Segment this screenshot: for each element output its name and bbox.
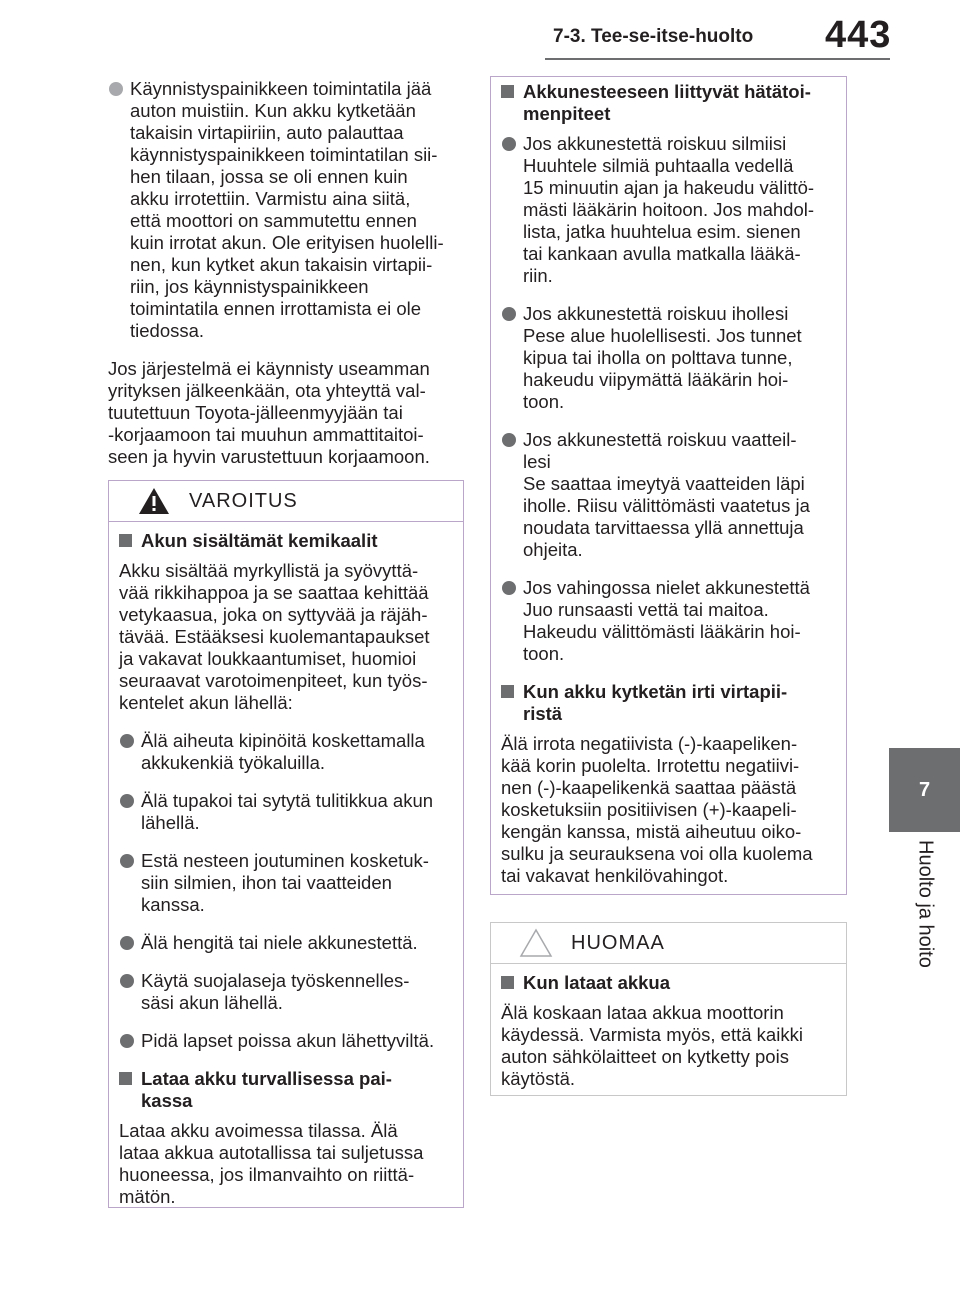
text-line: toon. bbox=[523, 643, 565, 664]
text-line: Kun akku kytketän irti virtapii- bbox=[523, 681, 788, 702]
text-line: ohjeita. bbox=[523, 539, 583, 560]
text-line: lista, jatka huuhtelua esim. sienen bbox=[523, 221, 801, 242]
text-line: käynnistyspainikkeen toimintatilan sii- bbox=[130, 144, 438, 165]
bullet-item bbox=[501, 429, 836, 561]
warning-box-continued bbox=[490, 76, 847, 895]
bullet-item bbox=[108, 78, 468, 342]
paragraph bbox=[119, 560, 453, 714]
text-line: akkukenkiä työkaluilla. bbox=[141, 752, 326, 773]
paragraph bbox=[501, 1002, 836, 1090]
text-line: tiedossa. bbox=[130, 320, 205, 341]
notice-header bbox=[491, 923, 846, 964]
section-heading bbox=[501, 681, 836, 725]
text-line: kuin irrotat akun. Ole erityisen huolelli- bbox=[130, 232, 444, 253]
warning-triangle-icon bbox=[137, 486, 171, 516]
text-line: lähellä. bbox=[141, 812, 200, 833]
section-heading bbox=[501, 81, 836, 125]
text-line: takaisin virtapiiriin, auto palauttaa bbox=[130, 122, 404, 143]
text-line: yrityksen jälkeenkään, ota yhteyttä val- bbox=[108, 380, 426, 401]
text-line: auton sähkölaitteet on kytketty pois bbox=[501, 1046, 789, 1067]
text-line: hakeudu viipymättä lääkärin hoi- bbox=[523, 369, 789, 390]
text-line: Akkunesteeseen liittyvät hätätoi- bbox=[523, 81, 811, 102]
text-line: Juo runsaasti vettä tai maitoa. bbox=[523, 599, 769, 620]
text-line: nen (-)-kaapelikenkä saattaa päästä bbox=[501, 777, 797, 798]
notice-box bbox=[490, 922, 847, 1096]
warning-header bbox=[109, 481, 463, 522]
text-line: toon. bbox=[523, 391, 565, 412]
bullet-item bbox=[119, 850, 453, 916]
text-line: mätön. bbox=[119, 1186, 176, 1207]
text-line: Hakeudu välittömästi lääkärin hoi- bbox=[523, 621, 801, 642]
text-line: lesi bbox=[523, 451, 551, 472]
text-line: kassa bbox=[141, 1090, 193, 1111]
text-line: huoneessa, jos ilmanvaihto on riittä- bbox=[119, 1164, 415, 1185]
text-line: iholle. Riisu välittömästi vaatetus ja bbox=[523, 495, 810, 516]
text-line: noudata tarvittaessa yllä annettuja bbox=[523, 517, 804, 538]
text-line: Lataa akku avoimessa tilassa. Älä bbox=[119, 1120, 398, 1141]
text-line: ja vakavat loukkaantumiset, huomioi bbox=[119, 648, 417, 669]
text-line: kosketuksiin positiivisen (+)-kaapeli- bbox=[501, 799, 797, 820]
bullet-item bbox=[119, 970, 453, 1014]
text-line: Akku sisältää myrkyllistä ja syövyttä- bbox=[119, 560, 419, 581]
paragraph bbox=[501, 733, 836, 887]
text-line: Älä hengitä tai niele akkunestettä. bbox=[141, 932, 418, 953]
text-line: Älä koskaan lataa akkua moottorin bbox=[501, 1002, 784, 1023]
warning-box bbox=[108, 480, 464, 1208]
bullet-item bbox=[119, 730, 453, 774]
bullet-item bbox=[501, 133, 836, 287]
text-line: -korjaamoon tai muuhun ammattitaitoi- bbox=[108, 424, 424, 445]
notice-triangle-icon bbox=[519, 928, 553, 958]
text-line: Pidä lapset poissa akun lähettyviltä. bbox=[141, 1030, 435, 1051]
text-line: tai vakavat henkilövahingot. bbox=[501, 865, 729, 886]
text-line: Jos akkunestettä roiskuu silmiisi bbox=[523, 133, 787, 154]
text-line: 15 minuutin ajan ja hakeudu välittö- bbox=[523, 177, 815, 198]
text-line: Jos vahingossa nielet akkunestettä bbox=[523, 577, 810, 598]
text-line: Pese alue huolellisesti. Jos tunnet bbox=[523, 325, 802, 346]
text-line: tai kankaan avulla matkalla lääkä- bbox=[523, 243, 801, 264]
text-line: riin. bbox=[523, 265, 553, 286]
bullet-item bbox=[501, 303, 836, 413]
header-rule bbox=[545, 58, 890, 60]
text-line: nen, kun kytket akun takaisin virtapii- bbox=[130, 254, 433, 275]
text-line: vetykaasua, joka on syttyvää ja räjäh- bbox=[119, 604, 428, 625]
text-line: sulku ja seurauksena voi olla kuolema bbox=[501, 843, 813, 864]
text-line: riin, jos käynnistyspainikkeen bbox=[130, 276, 369, 297]
text-line: vää rikkihappoa ja se saattaa kehittää bbox=[119, 582, 429, 603]
chapter-title: Huolto ja hoito bbox=[914, 840, 936, 968]
text-line: siin silmien, ihon tai vaatteiden bbox=[141, 872, 392, 893]
bullet-item bbox=[119, 1030, 453, 1052]
section-heading: Kun lataat akkua bbox=[501, 972, 836, 994]
text-line: että moottori on sammutettu ennen bbox=[130, 210, 417, 231]
text-line: Älä irrota negatiivista (-)-kaapeliken- bbox=[501, 733, 798, 754]
bullet-item bbox=[119, 790, 453, 834]
section-heading bbox=[119, 1068, 453, 1112]
text-line: Se saattaa imeytyä vaatteiden läpi bbox=[523, 473, 805, 494]
text-line: Huuhtele silmiä puhtaalla vedellä bbox=[523, 155, 794, 176]
text-line: säsi akun lähellä. bbox=[141, 992, 283, 1013]
text-line: Estä nesteen joutuminen kosketuk- bbox=[141, 850, 429, 871]
text-line: menpiteet bbox=[523, 103, 611, 124]
paragraph bbox=[108, 358, 468, 468]
text-line: käydessä. Varmista myös, että kaikki bbox=[501, 1024, 803, 1045]
text-line: Jos akkunestettä roiskuu vaatteil- bbox=[523, 429, 797, 450]
text-line: tuutettuun Toyota-jälleenmyyjään tai bbox=[108, 402, 403, 423]
text-line: Käytä suojalaseja työskennelles- bbox=[141, 970, 410, 991]
paragraph bbox=[119, 1120, 453, 1208]
text-line: hen tilaan, jossa se oli ennen kuin bbox=[130, 166, 408, 187]
text-line: käytöstä. bbox=[501, 1068, 576, 1089]
text-line: lataa akkua autotallissa tai suljetussa bbox=[119, 1142, 424, 1163]
text-line: ristä bbox=[523, 703, 563, 724]
section-heading: Akun sisältämät kemikaalit bbox=[119, 530, 453, 552]
text-line: seuraavat varotoimenpiteet, kun työs- bbox=[119, 670, 428, 691]
text-line: tävää. Estääksesi kuolemantapaukset bbox=[119, 626, 430, 647]
notice-title: HUOMAA bbox=[571, 932, 665, 954]
text-line: akku irrotettiin. Varmistu aina siitä, bbox=[130, 188, 411, 209]
bullet-item bbox=[119, 932, 453, 954]
text-line: kipua tai iholla on polttava tunne, bbox=[523, 347, 793, 368]
text-line: kentelet akun lähellä: bbox=[119, 692, 293, 713]
text-line: Älä aiheuta kipinöitä koskettamalla bbox=[141, 730, 425, 751]
text-line: Lataa akku turvallisessa pai- bbox=[141, 1068, 392, 1089]
page-number: 443 bbox=[825, 14, 892, 56]
text-line: mästi lääkärin hoitoon. Jos mahdol- bbox=[523, 199, 815, 220]
text-line: Jos järjestelmä ei käynnisty useamman bbox=[108, 358, 430, 379]
text-line: Älä tupakoi tai sytytä tulitikkua akun bbox=[141, 790, 434, 811]
chapter-tab[interactable]: 7 bbox=[889, 748, 960, 832]
section-title: 7-3. Tee-se-itse-huolto bbox=[553, 26, 754, 47]
text-line: Käynnistyspainikkeen toimintatila jää bbox=[130, 78, 432, 99]
warning-title: VAROITUS bbox=[189, 490, 298, 512]
text-line: seen ja hyvin varustettuun korjaamoon. bbox=[108, 446, 430, 467]
text-line: kää korin puolelta. Irrotettu negatiivi- bbox=[501, 755, 800, 776]
text-line: auton muistiin. Kun akku kytketään bbox=[130, 100, 416, 121]
text-line: toimintatila ennen irrottamista ei ole bbox=[130, 298, 422, 319]
text-line: kengän kanssa, mistä aiheutuu oiko- bbox=[501, 821, 802, 842]
bullet-item bbox=[501, 577, 836, 665]
text-line: kanssa. bbox=[141, 894, 205, 915]
chapter-title-vertical bbox=[889, 840, 960, 990]
text-line: Jos akkunestettä roiskuu ihollesi bbox=[523, 303, 789, 324]
left-column bbox=[108, 78, 468, 484]
